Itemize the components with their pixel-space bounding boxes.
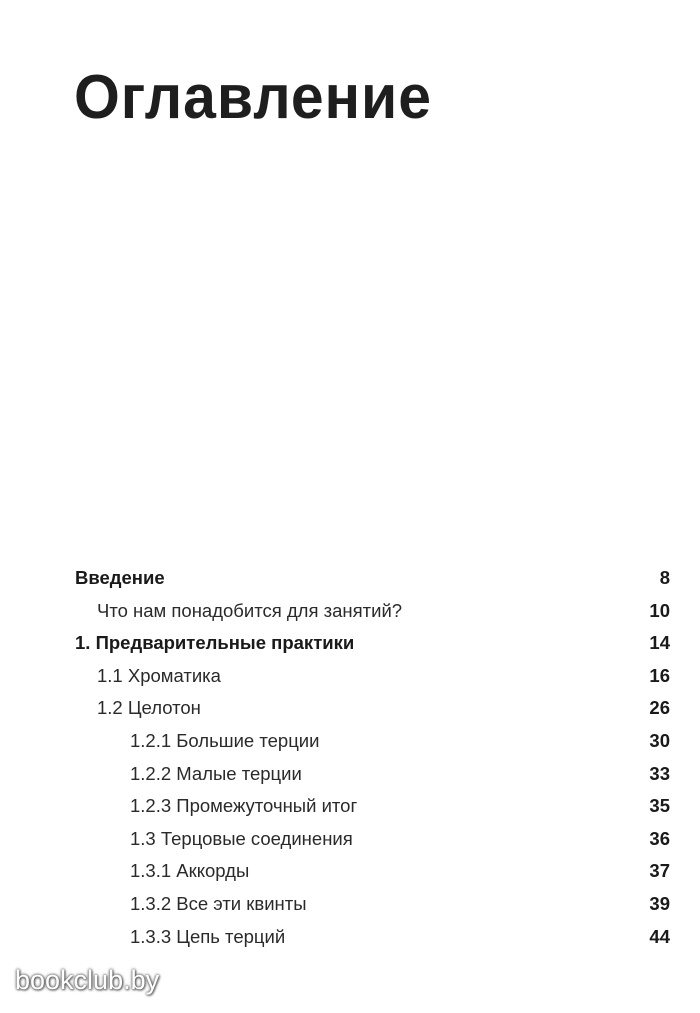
toc-entry[interactable] — [0, 921, 700, 954]
toc-entry-label: 1.1 Хроматика — [97, 664, 221, 686]
toc-entry[interactable] — [0, 692, 700, 725]
toc-entry-page: 36 — [649, 827, 670, 849]
toc-entry-page: 44 — [649, 925, 670, 947]
toc-entry[interactable] — [0, 627, 700, 660]
toc-entry-page: 30 — [649, 729, 670, 751]
toc-entry-label: Что нам понадобится для занятий? — [97, 599, 403, 621]
watermark: bookclub.by — [15, 965, 160, 995]
toc-entry-page: 37 — [649, 860, 670, 882]
toc-entry-label: 1.3.3 Цепь терций — [130, 925, 286, 947]
toc-entry-page: 16 — [649, 664, 670, 686]
toc-entry[interactable] — [0, 790, 700, 823]
toc-entry-label: Введение — [75, 567, 165, 588]
toc-entry[interactable] — [0, 725, 700, 758]
toc-entry-label: 1.2.2 Малые терции — [130, 762, 302, 784]
toc-entry-page: 33 — [649, 762, 670, 784]
toc-entry-page: 14 — [649, 632, 670, 654]
toc-entry[interactable] — [0, 562, 700, 595]
toc-entry[interactable] — [0, 660, 700, 693]
toc-entry-label: 1.2.1 Большие терции — [130, 729, 320, 751]
toc-entry-label: 1.2 Целотон — [97, 697, 201, 719]
toc-entry-label: 1. Предварительные практики — [75, 632, 355, 654]
table-of-contents — [0, 562, 700, 953]
page-title: Оглавление — [74, 62, 432, 132]
toc-entry-label: 1.3 Терцовые соединения — [130, 827, 353, 849]
toc-entry[interactable] — [0, 758, 700, 791]
toc-entry-page: 39 — [649, 892, 670, 914]
toc-entry-page: 10 — [649, 599, 670, 621]
toc-entry-page: 35 — [649, 795, 670, 817]
toc-entry-label: 1.2.3 Промежуточный итог — [130, 795, 358, 817]
toc-entry-page: 8 — [659, 567, 670, 588]
toc-entry-label: 1.3.1 Аккорды — [130, 860, 250, 882]
toc-entry-page: 26 — [649, 697, 670, 719]
toc-entry[interactable] — [0, 595, 700, 628]
toc-entry-label: 1.3.2 Все эти квинты — [130, 892, 307, 914]
toc-entry[interactable] — [0, 855, 700, 888]
toc-entry[interactable] — [0, 823, 700, 856]
toc-entry[interactable] — [0, 888, 700, 921]
